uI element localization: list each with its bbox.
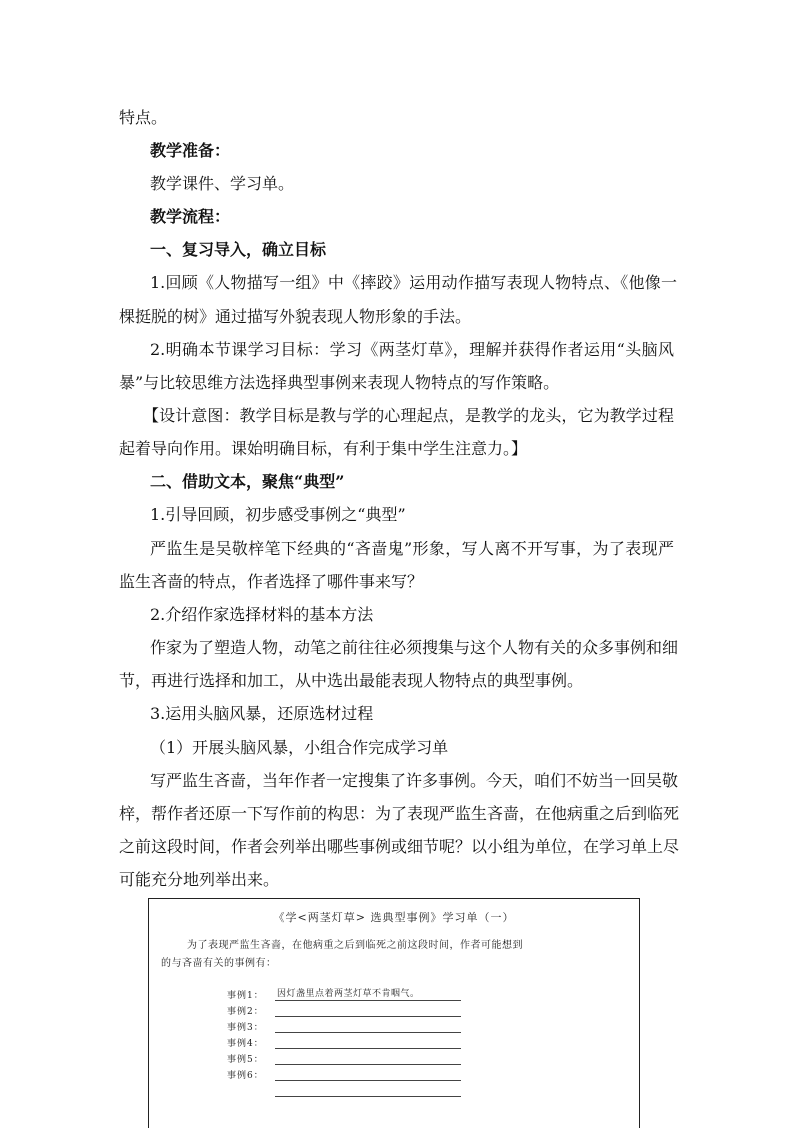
row-label: 事例5： (227, 1055, 264, 1065)
paragraph-line: 之前这段时间，作者会列举出哪些事例或细节呢？以小组为单位，在学习单上尽 (119, 837, 680, 856)
answer-blank (275, 1069, 461, 1081)
worksheet-image (148, 898, 640, 1128)
row-label: 事例6： (227, 1071, 264, 1081)
section-heading-2: 二、借助文本，聚焦“典型” (150, 472, 345, 491)
section-heading-1: 一、复习导入，确立目标 (150, 240, 327, 259)
worksheet-intro: 为了表现严监生吝啬，在他病重之后到临死之前这段时间，作者可能想到 (187, 940, 523, 951)
section-heading-process: 教学流程： (150, 207, 231, 226)
design-intent-note: 起着导向作用。课始明确目标，有利于集中学生注意力。】 (119, 439, 528, 458)
section-heading-preparation: 教学准备： (150, 141, 231, 160)
paragraph-line: 严监生是吴敬梓笔下经典的“吝啬鬼”形象，写人离不开写事，为了表现严 (150, 539, 674, 558)
paragraph-line: 节，再进行选择和加工，从中选出最能表现人物特点的典型事例。 (119, 671, 584, 690)
answer-blank: 因灯盏里点着两茎灯草不肯咽气。 (275, 989, 461, 1001)
subsection-heading: 3.运用头脑风暴，还原选材过程 (150, 704, 374, 723)
paragraph-line: 梓，帮作者还原一下写作前的构思：为了表现严监生吝啬，在他病重之后到临死 (119, 804, 680, 823)
paragraph-line: 1.回顾《人物描写一组》中《摔跤》运用动作描写表现人物特点、《他像一 (150, 273, 677, 292)
row-label: 事例2： (227, 1007, 264, 1017)
paragraph-preparation: 教学课件、学习单。 (150, 174, 295, 193)
paragraph-line: 暴”与比较思维方法选择典型事例来表现人物特点的写作策略。 (119, 373, 560, 392)
paragraph-line: 2.明确本节课学习目标：学习《两茎灯草》，理解并获得作者运用“头脑风 (150, 340, 674, 359)
row-label: 事例1： (227, 991, 264, 1001)
paragraph-line: 作家为了塑造人物，动笔之前往往必须搜集与这个人物有关的众多事例和细 (150, 638, 679, 657)
worksheet-intro: 的与吝啬有关的事例有： (161, 958, 277, 969)
row-label: 事例3： (227, 1023, 264, 1033)
answer-blank (275, 1021, 461, 1033)
row-label: 事例4： (227, 1039, 264, 1049)
paragraph-line: 写严监生吝啬，当年作者一定搜集了许多事例。今天，咱们不妨当一回吴敬 (150, 771, 679, 790)
answer-blank (275, 1053, 461, 1065)
worksheet-title: 《学<两茎灯草> 选典型事例》学习单（一） (273, 911, 515, 924)
design-intent-note: 【设计意图：教学目标是教与学的心理起点，是教学的龙头，它为教学过程 (143, 406, 674, 425)
subsection-heading: 2.介绍作家选择材料的基本方法 (150, 605, 374, 624)
subsection-heading: 1.引导回顾，初步感受事例之“典型” (150, 505, 406, 524)
answer-blank-extra (275, 1085, 461, 1097)
subsection-heading: （1）开展头脑风暴，小组合作完成学习单 (150, 738, 449, 757)
paragraph-line: 监生吝啬的特点，作者选择了哪件事来写？ (119, 572, 424, 591)
paragraph-line: 可能充分地列举出来。 (119, 870, 280, 889)
answer-blank (275, 1005, 461, 1017)
paragraph-line: 棵挺脱的树》通过描写外貌表现人物形象的手法。 (119, 307, 472, 326)
answer-blank (275, 1037, 461, 1049)
paragraph-continuation: 特点。 (119, 108, 168, 127)
